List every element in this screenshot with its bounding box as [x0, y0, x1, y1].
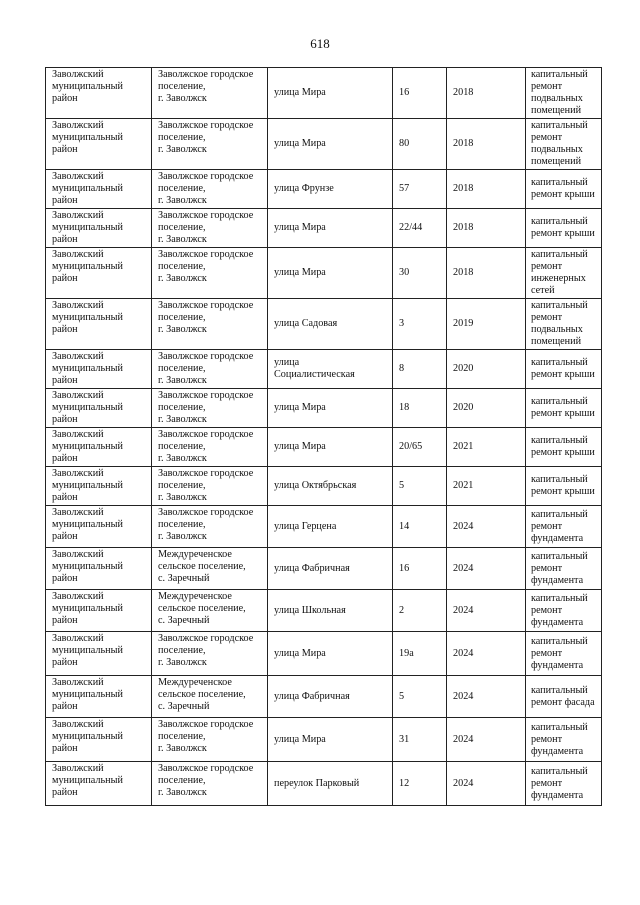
street-cell: улица Мира [268, 389, 393, 428]
district-cell: Заволжский муниципальный район [46, 548, 152, 590]
house-number-cell: 22/44 [393, 209, 447, 248]
house-number-cell: 57 [393, 170, 447, 209]
house-number-cell: 5 [393, 676, 447, 718]
table-body [46, 68, 602, 806]
settlement-cell: Заволжское городское поселение, г. Заволжск [152, 718, 268, 762]
district-cell: Заволжский муниципальный район [46, 676, 152, 718]
repair-registry-table [45, 67, 602, 806]
table-row [46, 590, 602, 632]
work-type-cell: капитальный ремонт крыши [526, 350, 602, 389]
year-cell: 2018 [447, 68, 526, 119]
table-row [46, 632, 602, 676]
work-type-cell: капитальный ремонт инженерных сетей [526, 248, 602, 299]
year-cell: 2024 [447, 632, 526, 676]
street-cell: улица Садовая [268, 299, 393, 350]
year-cell: 2024 [447, 506, 526, 548]
year-cell: 2020 [447, 350, 526, 389]
street-cell: улица Октябрьская [268, 467, 393, 506]
street-cell: улица Школьная [268, 590, 393, 632]
table-row [46, 548, 602, 590]
house-number-cell: 18 [393, 389, 447, 428]
table-row [46, 119, 602, 170]
street-cell: улица Мира [268, 209, 393, 248]
house-number-cell: 12 [393, 762, 447, 806]
settlement-cell: Заволжское городское поселение, г. Заволжск [152, 170, 268, 209]
street-cell: переулок Парковый [268, 762, 393, 806]
street-cell: улица Фабричная [268, 676, 393, 718]
district-cell: Заволжский муниципальный район [46, 248, 152, 299]
district-cell: Заволжский муниципальный район [46, 68, 152, 119]
table-row [46, 350, 602, 389]
house-number-cell: 14 [393, 506, 447, 548]
work-type-cell: капитальный ремонт подвальных помещений [526, 119, 602, 170]
table-row [46, 676, 602, 718]
table-row [46, 718, 602, 762]
year-cell: 2024 [447, 718, 526, 762]
settlement-cell: Заволжское городское поселение, г. Заволжск [152, 762, 268, 806]
table-row [46, 467, 602, 506]
settlement-cell: Заволжское городское поселение, г. Заволжск [152, 119, 268, 170]
settlement-cell: Заволжское городское поселение, г. Заволжск [152, 68, 268, 119]
street-cell: улица Мира [268, 428, 393, 467]
district-cell: Заволжский муниципальный район [46, 209, 152, 248]
year-cell: 2021 [447, 428, 526, 467]
work-type-cell: капитальный ремонт фундамента [526, 506, 602, 548]
street-cell: улица Фабричная [268, 548, 393, 590]
year-cell: 2024 [447, 590, 526, 632]
work-type-cell: капитальный ремонт фундамента [526, 762, 602, 806]
district-cell: Заволжский муниципальный район [46, 350, 152, 389]
year-cell: 2018 [447, 170, 526, 209]
street-cell: улица Мира [268, 248, 393, 299]
table-row [46, 506, 602, 548]
settlement-cell: Заволжское городское поселение, г. Заволжск [152, 248, 268, 299]
district-cell: Заволжский муниципальный район [46, 467, 152, 506]
work-type-cell: капитальный ремонт крыши [526, 389, 602, 428]
street-cell: улица Герцена [268, 506, 393, 548]
district-cell: Заволжский муниципальный район [46, 632, 152, 676]
settlement-cell: Заволжское городское поселение, г. Заволжск [152, 389, 268, 428]
district-cell: Заволжский муниципальный район [46, 119, 152, 170]
settlement-cell: Заволжское городское поселение, г. Заволжск [152, 299, 268, 350]
work-type-cell: капитальный ремонт фундамента [526, 590, 602, 632]
work-type-cell: капитальный ремонт крыши [526, 428, 602, 467]
settlement-cell: Заволжское городское поселение, г. Заволжск [152, 506, 268, 548]
table-row [46, 389, 602, 428]
district-cell: Заволжский муниципальный район [46, 506, 152, 548]
year-cell: 2018 [447, 248, 526, 299]
house-number-cell: 16 [393, 548, 447, 590]
table-row [46, 428, 602, 467]
year-cell: 2021 [447, 467, 526, 506]
street-cell: улица Фрунзе [268, 170, 393, 209]
work-type-cell: капитальный ремонт подвальных помещений [526, 68, 602, 119]
district-cell: Заволжский муниципальный район [46, 428, 152, 467]
year-cell: 2024 [447, 548, 526, 590]
house-number-cell: 3 [393, 299, 447, 350]
street-cell: улица Мира [268, 119, 393, 170]
street-cell: улица Мира [268, 718, 393, 762]
settlement-cell: Междуреченское сельское поселение, с. Заречный [152, 590, 268, 632]
house-number-cell: 30 [393, 248, 447, 299]
district-cell: Заволжский муниципальный район [46, 590, 152, 632]
district-cell: Заволжский муниципальный район [46, 299, 152, 350]
table-row [46, 248, 602, 299]
work-type-cell: капитальный ремонт фундамента [526, 718, 602, 762]
district-cell: Заволжский муниципальный район [46, 762, 152, 806]
house-number-cell: 20/65 [393, 428, 447, 467]
work-type-cell: капитальный ремонт крыши [526, 467, 602, 506]
year-cell: 2018 [447, 119, 526, 170]
table-row [46, 299, 602, 350]
year-cell: 2019 [447, 299, 526, 350]
house-number-cell: 80 [393, 119, 447, 170]
house-number-cell: 19а [393, 632, 447, 676]
district-cell: Заволжский муниципальный район [46, 718, 152, 762]
year-cell: 2018 [447, 209, 526, 248]
page-number: 618 [310, 36, 330, 51]
settlement-cell: Заволжское городское поселение, г. Заволжск [152, 632, 268, 676]
house-number-cell: 16 [393, 68, 447, 119]
work-type-cell: капитальный ремонт фундамента [526, 548, 602, 590]
settlement-cell: Заволжское городское поселение, г. Заволжск [152, 428, 268, 467]
district-cell: Заволжский муниципальный район [46, 389, 152, 428]
settlement-cell: Заволжское городское поселение, г. Заволжск [152, 209, 268, 248]
table-row [46, 170, 602, 209]
table-row [46, 762, 602, 806]
house-number-cell: 5 [393, 467, 447, 506]
street-cell: улица Социалистическая [268, 350, 393, 389]
settlement-cell: Междуреченское сельское поселение, с. Заречный [152, 548, 268, 590]
table-row [46, 209, 602, 248]
district-cell: Заволжский муниципальный район [46, 170, 152, 209]
settlement-cell: Междуреченское сельское поселение, с. Заречный [152, 676, 268, 718]
house-number-cell: 2 [393, 590, 447, 632]
year-cell: 2020 [447, 389, 526, 428]
work-type-cell: капитальный ремонт крыши [526, 209, 602, 248]
work-type-cell: капитальный ремонт фундамента [526, 632, 602, 676]
work-type-cell: капитальный ремонт фасада [526, 676, 602, 718]
street-cell: улица Мира [268, 68, 393, 119]
table-row [46, 68, 602, 119]
settlement-cell: Заволжское городское поселение, г. Заволжск [152, 467, 268, 506]
year-cell: 2024 [447, 676, 526, 718]
year-cell: 2024 [447, 762, 526, 806]
work-type-cell: капитальный ремонт крыши [526, 170, 602, 209]
work-type-cell: капитальный ремонт подвальных помещений [526, 299, 602, 350]
house-number-cell: 8 [393, 350, 447, 389]
house-number-cell: 31 [393, 718, 447, 762]
settlement-cell: Заволжское городское поселение, г. Заволжск [152, 350, 268, 389]
street-cell: улица Мира [268, 632, 393, 676]
